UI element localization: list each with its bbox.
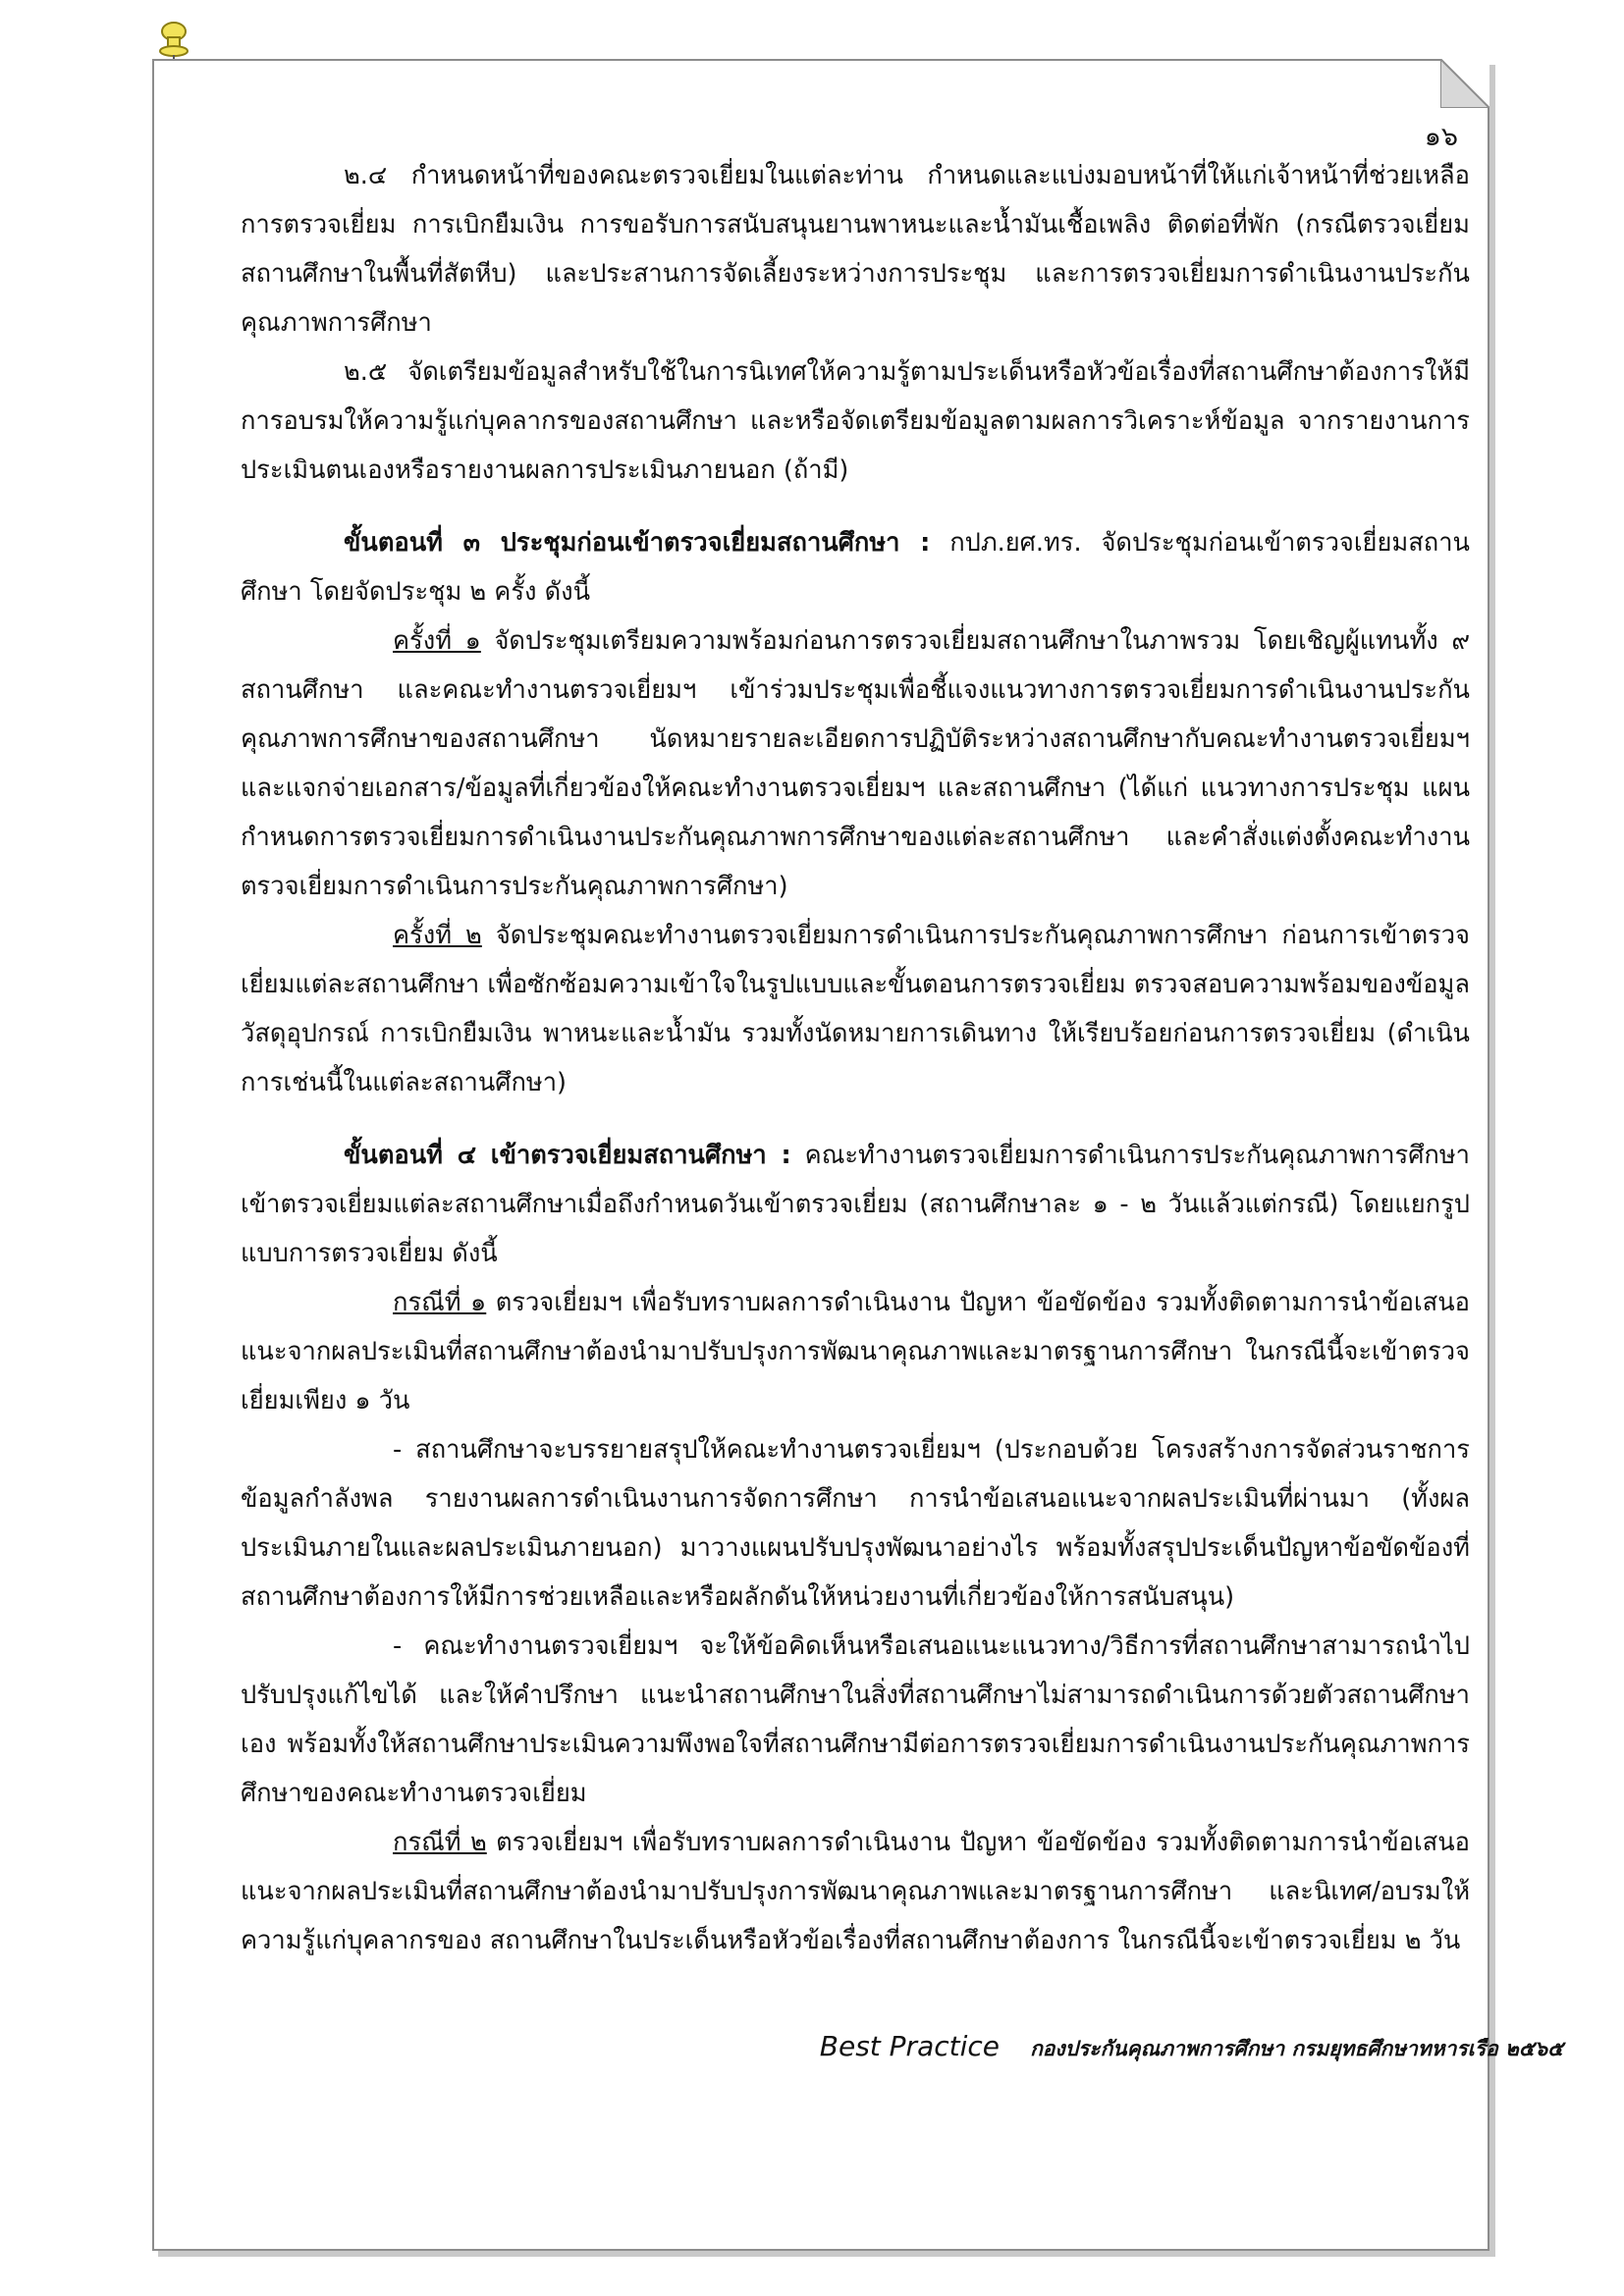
meeting-2-label: ครั้งที่ ๒ [393, 921, 482, 950]
page-footer [820, 2030, 1563, 2065]
step-4-paragraph [241, 1131, 1470, 1278]
meeting-1-label: ครั้งที่ ๑ [393, 626, 481, 656]
meeting-2-text: จัดประชุมคณะทำงานตรวจเยี่ยมการดำเนินการประกันคุณภาพการศึกษา ก่อนการเข้าตรวจเยี่ยมแต่ละสถานศึกษา เพื่อซักซ้อมความเข้าใจในรูปแบบและขั้นตอนการตรวจเยี่ยม ตรวจสอบความพร้อมของข้อมูล วัสดุอุปกรณ์ การเบิกยืมเงิน พาหนะและน้ำมัน รวมทั้งนัดหมายการเดินทาง ให้เรียบร้อยก่อนการตรวจเยี่ยม (ดำเนินการเช่นนี้ในแต่ละสถานศึกษา) [241, 921, 1470, 1097]
page-number: ๑๖ [1424, 122, 1458, 152]
case-1-label: กรณีที่ ๑ [393, 1288, 487, 1317]
meeting-1-text: จัดประชุมเตรียมความพร้อมก่อนการตรวจเยี่ยมสถานศึกษาในภาพรวม โดยเชิญผู้แทนทั้ง ๙ สถานศึกษา และคณะทำงานตรวจเยี่ยมฯ เข้าร่วมประชุมเพื่อชี้แจงแนวทางการตรวจเยี่ยมการดำเนินงานประกันคุณภาพการศึกษาของสถานศึกษา นัดหมายรายละเอียดการปฏิบัติระหว่างสถานศึกษากับคณะทำงานตรวจเยี่ยมฯ และแจกจ่ายเอกสาร/ข้อมูลที่เกี่ยวข้องให้คณะทำงานตรวจเยี่ยมฯ และสถานศึกษา (ได้แก่ แนวทางการประชุม แผนกำหนดการตรวจเยี่ยมการดำเนินงานประกันคุณภาพการศึกษาของแต่ละสถานศึกษา และคำสั่งแต่งตั้งคณะทำงานตรวจเยี่ยมการดำเนินการประกันคุณภาพการศึกษา) [241, 626, 1471, 901]
case-1-text: ตรวจเยี่ยมฯ เพื่อรับทราบผลการดำเนินงาน ปัญหา ข้อขัดข้อง รวมทั้งติดตามการนำข้อเสนอแนะจากผลประเมินที่สถานศึกษาต้องนำมาปรับปรุงการพัฒนาคุณภาพและมาตรฐานการศึกษา ในกรณีนี้จะเข้าตรวจเยี่ยมเพียง ๑ วัน [241, 1288, 1470, 1415]
document-body [241, 151, 1470, 1965]
case-2-label: กรณีที่ ๒ [393, 1828, 487, 1857]
paragraph-2-4: ๒.๔ กำหนดหน้าที่ของคณะตรวจเยี่ยมในแต่ละท่าน กำหนดและแบ่งมอบหน้าที่ให้แก่เจ้าหน้าที่ช่วยเหลือการตรวจเยี่ยม การเบิกยืมเงิน การขอรับการสนับสนุนยานพาหนะและน้ำมันเชื้อเพลิง ติดต่อที่พัก (กรณีตรวจเยี่ยมสถานศึกษาในพื้นที่สัตหีบ) และประสานการจัดเลี้ยงระหว่างการประชุม และการตรวจเยี่ยมการดำเนินงานประกันคุณภาพการศึกษา [241, 161, 1470, 338]
step-4-text: คณะทำงานตรวจเยี่ยมการดำเนินการประกันคุณภาพการศึกษา เข้าตรวจเยี่ยมแต่ละสถานศึกษาเมื่อถึงกำหนดวันเข้าตรวจเยี่ยม (สถานศึกษาละ ๑ - ๒ วันแล้วแต่กรณี) โดยแยกรูปแบบการตรวจเยี่ยม ดังนี้ [241, 1141, 1470, 1268]
footer-best-practice: Best Practice [819, 2030, 1000, 2062]
meeting-1-paragraph [241, 616, 1470, 911]
step-4-heading: ขั้นตอนที่ ๔ เข้าตรวจเยี่ยมสถานศึกษา : [344, 1141, 791, 1170]
step-3-heading: ขั้นตอนที่ ๓ ประชุมก่อนเข้าตรวจเยี่ยมสถานศึกษา : [344, 528, 931, 558]
footer-organization: กองประกันคุณภาพการศึกษา กรมยุทธศึกษาทหารเรือ ๒๕๖๕ [1030, 2037, 1563, 2060]
step-3-paragraph [241, 518, 1470, 616]
meeting-2-paragraph [241, 911, 1470, 1107]
case-1-paragraph [241, 1278, 1470, 1425]
document-page [152, 59, 1489, 2251]
case-2-text: ตรวจเยี่ยมฯ เพื่อรับทราบผลการดำเนินงาน ปัญหา ข้อขัดข้อง รวมทั้งติดตามการนำข้อเสนอแนะจากผลประเมินที่สถานศึกษาต้องนำมาปรับปรุงการพัฒนาคุณภาพและมาตรฐานการศึกษา และนิเทศ/อบรมให้ความรู้แก่บุคลากรของ สถานศึกษาในประเด็นหรือหัวข้อเรื่องที่สถานศึกษาต้องการ ในกรณีนี้จะเข้าตรวจเยี่ยม ๒ วัน [241, 1828, 1470, 1955]
case-1-bullet-2: - คณะทำงานตรวจเยี่ยมฯ จะให้ข้อคิดเห็นหรือเสนอแนะแนวทาง/วิธีการที่สถานศึกษาสามารถนำไปปรับปรุงแก้ไขได้ และให้คำปรึกษา แนะนำสถานศึกษาในสิ่งที่สถานศึกษาไม่สามารถดำเนินการด้วยตัวสถานศึกษาเอง พร้อมทั้งให้สถานศึกษาประเมินความพึงพอใจที่สถานศึกษามีต่อการตรวจเยี่ยมการดำเนินงานประกันคุณภาพการศึกษาของคณะทำงานตรวจเยี่ยม [241, 1631, 1470, 1808]
step-3-text: กปภ.ยศ.ทร. จัดประชุมก่อนเข้าตรวจเยี่ยมสถานศึกษา โดยจัดประชุม ๒ ครั้ง ดังนี้ [241, 528, 1470, 607]
paragraph-2-5: ๒.๕ จัดเตรียมข้อมูลสำหรับใช้ในการนิเทศให้ความรู้ตามประเด็นหรือหัวข้อเรื่องที่สถานศึกษาต้องการให้มีการอบรมให้ความรู้แก่บุคลากรของสถานศึกษา และหรือจัดเตรียมข้อมูลตามผลการวิเคราะห์ข้อมูล จากรายงานการประเมินตนเองหรือรายงานผลการประเมินภายนอก (ถ้ามี) [241, 357, 1470, 485]
case-1-bullet-1: - สถานศึกษาจะบรรยายสรุปให้คณะทำงานตรวจเยี่ยมฯ (ประกอบด้วย โครงสร้างการจัดส่วนราชการ ข้อมูลกำลังพล รายงานผลการดำเนินงานการจัดการศึกษา การนำข้อเสนอแนะจากผลประเมินที่ผ่านมา (ทั้งผลประเมินภายในและผลประเมินภายนอก) มาวางแผนปรับปรุงพัฒนาอย่างไร พร้อมทั้งสรุปประเด็นปัญหาข้อขัดข้องที่สถานศึกษาต้องการให้มีการช่วยเหลือและหรือผลักดันให้หน่วยงานที่เกี่ยวข้องให้การสนับสนุน) [241, 1435, 1470, 1612]
case-2-paragraph [241, 1818, 1470, 1965]
page-corner-fold-icon [1440, 59, 1489, 108]
